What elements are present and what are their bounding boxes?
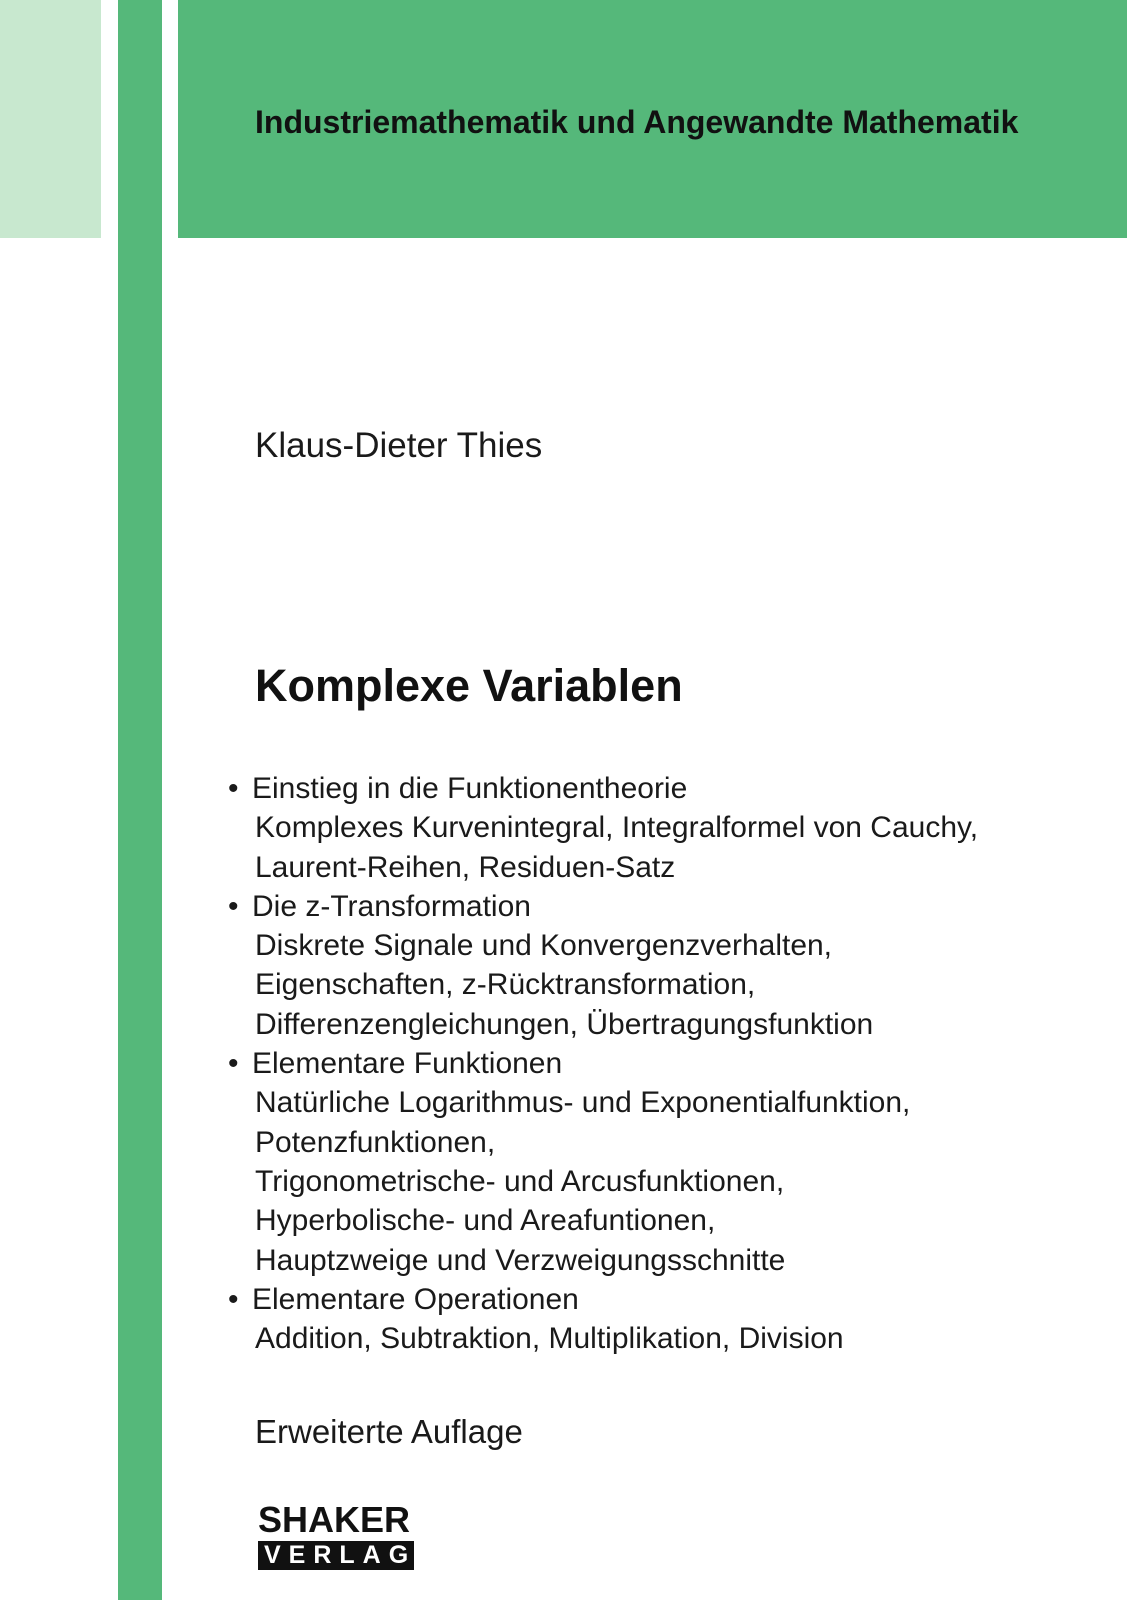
topic-detail: Laurent-Reihen, Residuen-Satz [255,850,676,884]
topic-detail: Hyperbolische- und Areafuntionen, [255,1204,716,1238]
publisher-logo [258,1499,417,1570]
topic-heading-text: Elementare Operationen [252,1282,579,1316]
author-name: Klaus-Dieter Thies [255,426,543,465]
topic-item [228,1044,978,1280]
bullet-icon: • [228,1047,239,1081]
topic-detail: Eigenschaften, z-Rücktransformation, [255,968,756,1002]
topic-heading [228,1280,978,1319]
topic-heading-text: Elementare Funktionen [252,1047,563,1081]
publisher-name-top: SHAKER [258,1499,411,1540]
publisher-name-bottom: VERLAG [258,1541,414,1570]
green-vertical-stripe [118,0,162,1600]
bullet-icon: • [228,772,239,805]
topic-list [228,769,978,1358]
topic-heading [228,1044,978,1083]
series-title: Industriemathematik und Angewandte Mathematik [255,104,1019,140]
edition-note: Erweiterte Auflage [255,1413,523,1450]
topic-heading-text: Die z-Transformation [252,889,531,923]
book-title: Komplexe Variablen [255,660,683,711]
topic-item [228,1280,978,1359]
topic-item [228,887,978,1044]
topic-heading [228,887,978,926]
topic-heading-text: Einstieg in die Funktionentheorie [252,772,688,805]
topic-detail: Komplexes Kurvenintegral, Integralformel von Cauchy, [255,811,979,845]
bullet-icon: • [228,1282,239,1316]
bullet-icon: • [228,889,239,923]
topic-detail: Differenzengleichungen, Übertragungsfunktion [255,1007,874,1041]
topic-detail: Addition, Subtraktion, Multiplikation, Division [255,1322,844,1356]
topic-detail: Hauptzweige und Verzweigungsschnitte [255,1243,786,1277]
topic-detail: Potenzfunktionen, [255,1125,496,1159]
topic-item [228,769,978,887]
light-green-band [0,0,101,238]
topic-detail: Diskrete Signale und Konvergenzverhalten, [255,929,833,963]
topic-detail: Trigonometrische- und Arcusfunktionen, [255,1164,785,1198]
topic-detail: Natürliche Logarithmus- und Exponentialfunktion, [255,1086,911,1120]
topic-heading [228,769,978,808]
